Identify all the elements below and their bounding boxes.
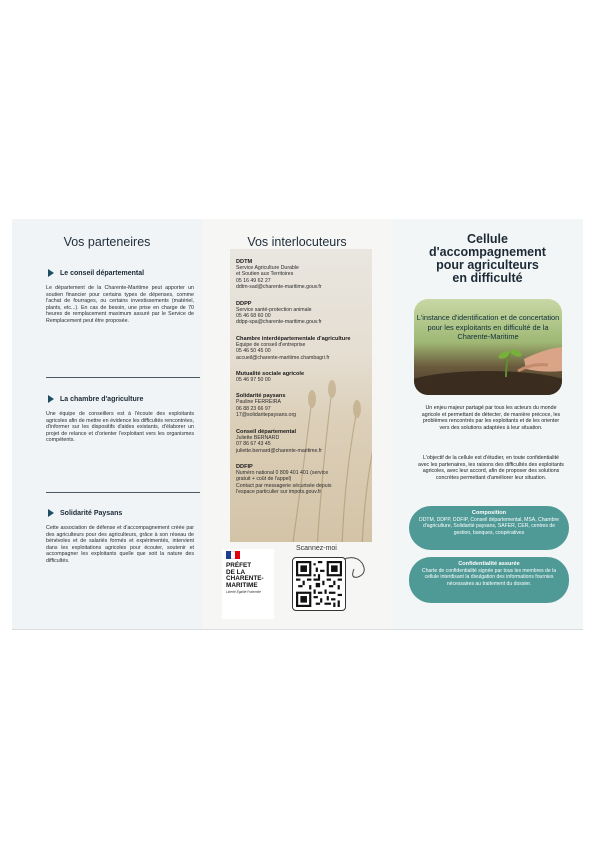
seedling-hero-image — [414, 299, 562, 395]
partner-description: Le département de la Charente-Maritime peut apporter un soutien financier pour certains types de dépenses, comme l'achat de fourrages, ou certains investissements (matériel, plants, etc...). En cas de besoin, une prise en charge de 70 heures de remplacement maximum assuré par le Service de Remplacement peut être proposée. — [46, 285, 194, 324]
contacts-panel — [202, 219, 392, 629]
contact-ddfip: DDFIP Numéro national 0 809 401 401 (service gratuit + coût de l'appel) Contact par messagerie sécurisée depuis l'espace particulier sur impots.gouv.fr — [236, 463, 332, 496]
intro-paragraph: Un enjeu majeur partagé par tous les acteurs du monde agricole et permettant de détecter, de manière précoce, les problèmes rencontrés par les exploitants et de les orienter vers des solutions adaptées à leur situation. — [421, 405, 561, 431]
hero-text: L'instance d'identification et de concertation pour les exploitants en difficulté de la Charente-Maritime — [416, 313, 560, 342]
partner-name: Le conseil départemental — [60, 269, 145, 277]
partners-title: Vos parteneires — [63, 235, 151, 249]
partner-description: Une équipe de conseillers est à l'écoute des exploitants agricoles afin de mettre en évidence les difficultés rencontrées, d'informer sur les dispositifs d'aides existants, d'élaborer un projet de relance et d'orienter l'exploitant vers les organismes compétents. — [46, 411, 194, 444]
contact-ddtm: DDTM Service Agriculture Durable et Soutien aux Territoires 05 16 49 62 27 ddtm-sad@charente-maritime.gouv.fr — [236, 259, 322, 291]
prefecture-logo: PRÉFET DE LA CHARENTE- MARITIME Liberté Égalité Fraternité — [222, 549, 274, 619]
partner-departement — [46, 269, 194, 325]
brochure-sheet — [12, 219, 583, 629]
logo-motto: Liberté Égalité Fraternité — [226, 590, 261, 594]
partner-solidarite — [46, 509, 194, 565]
cellule-panel — [392, 219, 583, 629]
contact-departement: Conseil départemental Juliette BERNARD 07 86 67 43 45 juliette.bernard@charente-maritime.fr — [236, 428, 322, 454]
objective-paragraph: L'objectif de la cellule est d'étudier, en toute confidentialité avec les partenaires, les raisons des difficultés des exploitants agricoles, avec leur accord, afin de proposer des solutions concrètes permettant d'améliorer leur situation. — [418, 455, 564, 481]
contact-ddpp: DDPP Service santé-protection animale 05 46 68 60 00 ddpp-spa@charente-maritime.gouv.fr — [236, 300, 322, 326]
confidentiality-badge: Confidentialité assurée Charte de confidentialité signée par tous les membres de la cellule interdisant la divulgation des informations fournies nécessaires au traitement du dossier. — [409, 557, 569, 603]
qr-code-icon — [296, 561, 342, 607]
bullet-triangle-icon — [48, 509, 54, 517]
divider — [46, 492, 200, 493]
qr-code[interactable] — [292, 557, 346, 611]
page-title: Cellule d'accompagnement pour agriculteurs en difficulté — [429, 232, 546, 285]
partner-chambre — [46, 395, 194, 444]
partner-name: Solidarité Paysans — [60, 509, 123, 517]
composition-badge: Composition DDTM, DDPP, DDFIP, Conseil départemental, MSA, Chambre d'agriculture, Solidarité paysans, SAFER, CER, centres de gestion, banques, coopératives — [409, 506, 569, 550]
partner-name: La chambre d'agriculture — [60, 395, 144, 403]
partner-description: Cette association de défense et d'accompagnement créée par des agriculteurs pour des agriculteurs, grâce à son réseau de bénévoles et de salariés formés et expérimentés, intervient dans les exploitations agricoles pour écouter, soutenir et accompagner les exploitants quelle que soit la nature des difficultés. — [46, 525, 194, 564]
scan-label: Scannez-moi — [296, 545, 337, 552]
french-flag-icon — [226, 551, 240, 559]
page-edge — [12, 629, 583, 630]
contact-chambre: Chambre interdépartementale d'agriculture Equipe de conseil d'entreprise 05 46 50 45 00 accueil@charente-maritime.chambagri.fr — [236, 335, 351, 361]
contacts-box — [230, 249, 372, 542]
bullet-triangle-icon — [48, 269, 54, 277]
contact-solidarite: Solidarité paysans Pauline FERREIRA 06 88 23 66 97 17@solidaritepaysans.org — [236, 393, 297, 419]
partners-panel — [12, 219, 202, 629]
arrow-doodle-icon — [342, 555, 372, 585]
contacts-title: Vos interlocuteurs — [247, 235, 347, 249]
contact-msa: Mutualité sociale agricole 05 46 97 50 00 — [236, 371, 305, 384]
bullet-triangle-icon — [48, 395, 54, 403]
divider — [46, 377, 200, 378]
